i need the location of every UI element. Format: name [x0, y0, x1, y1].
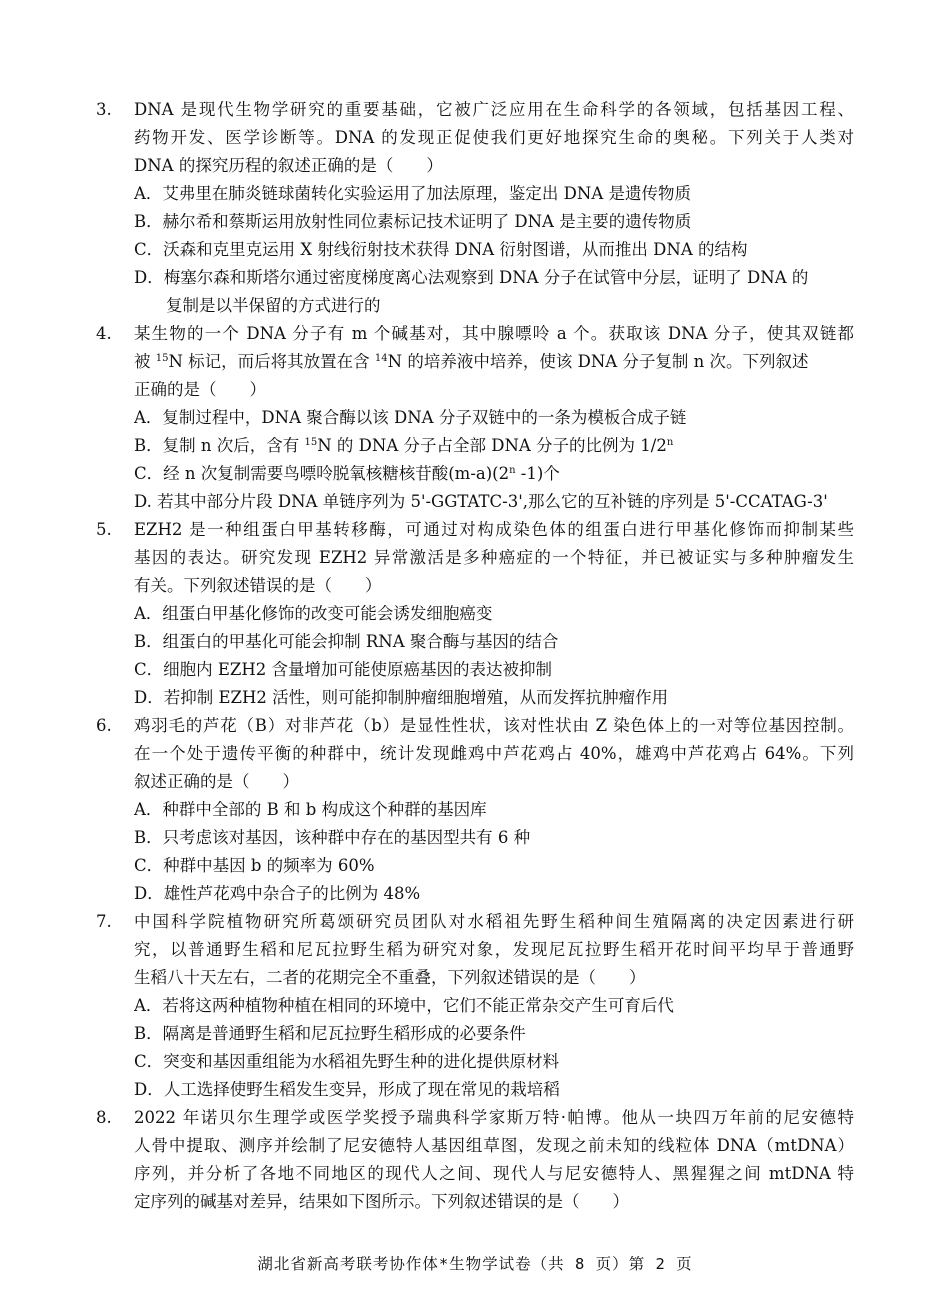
- question-stem-line: 被 $^{15}$N 标记，而后将其放置在含 $^{14}$N 的培养液中培养，使该 DNA 分子复制 n 次。下列叙述: [134, 352, 809, 371]
- option-b: B．复制 n 次后，含有 $^{15}$N 的 DNA 分子占全部 DNA 分子的比例为 1/2$^n$: [134, 436, 674, 455]
- option-d: D．雄性芦花鸡中杂合子的比例为 48%: [134, 884, 421, 903]
- question-stem-line: 在一个处于遗传平衡的种群中，统计发现雌鸡中芦花鸡占 40%，雄鸡中芦花鸡占 64%。下列: [134, 744, 854, 763]
- question-stem-line: 叙述正确的是（ ）: [134, 772, 299, 791]
- option-a: A．若将这两种植物种植在相同的环境中，它们不能正常杂交产生可育后代: [134, 996, 674, 1015]
- question-7: [0, 908, 950, 1104]
- option-c: C．种群中基因 b 的频率为 60%: [134, 856, 375, 875]
- question-stem-line: 中国科学院植物研究所葛颂研究员团队对水稻祖先野生稻种间生殖隔离的决定因素进行研: [134, 912, 854, 931]
- option-c: C．细胞内 EZH2 含量增加可能使原癌基因的表达被抑制: [134, 660, 553, 679]
- option-b: B．赫尔希和蔡斯运用放射性同位素标记技术证明了 DNA 是主要的遗传物质: [134, 212, 692, 231]
- question-stem-line: 2022 年诺贝尔生理学或医学奖授予瑞典科学家斯万特·帕博。他从一块四万年前的尼安德特: [134, 1108, 854, 1127]
- option-d: D．人工选择使野生稻发生变异，形成了现在常见的栽培稻: [134, 1080, 560, 1099]
- question-stem-line: 究，以普通野生稻和尼瓦拉野生稻为研究对象，发现尼瓦拉野生稻开花时间平均早于普通野: [134, 940, 854, 959]
- question-number: 8.: [96, 1108, 112, 1127]
- question-stem-line: 有关。下列叙述错误的是（ ）: [134, 576, 382, 595]
- option-b: B．只考虑该对基因，该种群中存在的基因型共有 6 种: [134, 828, 531, 847]
- question-6: [0, 712, 950, 908]
- question-number: 6.: [96, 716, 112, 735]
- question-stem-line: DNA 是现代生物学研究的重要基础，它被广泛应用在生命科学的各领域，包括基因工程、: [134, 100, 854, 119]
- question-stem-line: 基因的表达。研究发现 EZH2 异常激活是多种癌症的一个特征，并已被证实与多种肿瘤发生: [134, 548, 854, 567]
- option-d: D．若抑制 EZH2 活性，则可能抑制肿瘤细胞增殖，从而发挥抗肿瘤作用: [134, 688, 669, 707]
- question-number: 3.: [96, 100, 112, 119]
- question-stem-line: 正确的是（ ）: [134, 380, 266, 399]
- question-number: 7.: [96, 912, 112, 931]
- question-stem-line: 定序列的碱基对差异，结果如下图所示。下列叙述错误的是（ ）: [134, 1192, 629, 1211]
- option-c: C．突变和基因重组能为水稻祖先野生种的进化提供原材料: [134, 1052, 560, 1071]
- question-stem-line: 药物开发、医学诊断等。DNA 的发现正促使我们更好地探究生命的奥秘。下列关于人类对: [134, 128, 854, 147]
- page-footer: 湖北省新高考联考协作体*生物学试卷（共 8 页）第 2 页: [257, 1255, 693, 1273]
- question-5: [0, 516, 950, 712]
- question-3: [0, 96, 950, 320]
- option-c: C．经 n 次复制需要鸟嘌呤脱氧核糖核苷酸(m-a)(2$^n$ -1)个: [134, 464, 560, 483]
- question-stem-line: EZH2 是一种组蛋白甲基转移酶，可通过对构成染色体的组蛋白进行甲基化修饰而抑制某些: [134, 520, 854, 539]
- option-d: D. 若其中部分片段 DNA 单链序列为 5'-GGTATC-3',那么它的互补链的序列是 5'-CCATAG-3': [134, 492, 828, 511]
- option-a: A．复制过程中，DNA 聚合酶以该 DNA 分子双链中的一条为模板合成子链: [134, 408, 687, 427]
- question-stem-line: 鸡羽毛的芦花（B）对非芦花（b）是显性性状，该对性状由 Z 染色体上的一对等位基因控制。: [134, 716, 854, 735]
- question-8: [0, 1104, 950, 1216]
- question-number: 4.: [96, 324, 112, 343]
- option-a: A．组蛋白甲基化修饰的改变可能会诱发细胞癌变: [134, 604, 493, 623]
- question-4: [0, 320, 950, 516]
- question-stem-line: 人骨中提取、测序并绘制了尼安德特人基因组草图，发现之前未知的线粒体 DNA（mtDNA）: [134, 1136, 854, 1155]
- option-b: B．隔离是普通野生稻和尼瓦拉野生稻形成的必要条件: [134, 1024, 526, 1043]
- question-stem-line: 生稻八十天左右，二者的花期完全不重叠，下列叙述错误的是（ ）: [134, 968, 646, 987]
- question-stem-line: 序列，并分析了各地不同地区的现代人之间、现代人与尼安德特人、黑猩猩之间 mtDNA 特: [134, 1164, 854, 1183]
- option-d: D．梅塞尔森和斯塔尔通过密度梯度离心法观察到 DNA 分子在试管中分层，证明了 DNA 的: [134, 268, 809, 287]
- option-b: B．组蛋白的甲基化可能会抑制 RNA 聚合酶与基因的结合: [134, 632, 559, 651]
- option-d-continued: 复制是以半保留的方式进行的: [166, 296, 381, 315]
- question-stem-line: 某生物的一个 DNA 分子有 m 个碱基对，其中腺嘌呤 a 个。获取该 DNA 分子，使其双链都: [134, 324, 854, 343]
- option-c: C．沃森和克里克运用 X 射线衍射技术获得 DNA 衍射图谱，从而推出 DNA 的结构: [134, 240, 748, 259]
- option-a: A．种群中全部的 B 和 b 构成这个种群的基因库: [134, 800, 487, 819]
- question-number: 5.: [96, 520, 112, 539]
- option-a: A．艾弗里在肺炎链球菌转化实验运用了加法原理，鉴定出 DNA 是遗传物质: [134, 184, 691, 203]
- question-stem-line: DNA 的探究历程的叙述正确的是（ ）: [134, 156, 443, 175]
